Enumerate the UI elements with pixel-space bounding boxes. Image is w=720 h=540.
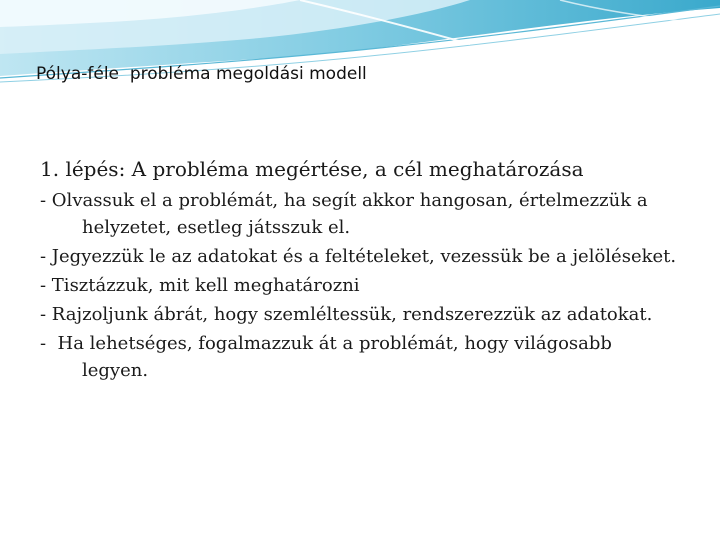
bullet-item: - Rajzoljunk ábrát, hogy szemléltessük, rendszerezzük az adatokat. xyxy=(40,304,653,325)
bullet-item: - Ha lehetséges, fogalmazzuk át a problémát, hogy világosabb legyen. xyxy=(40,333,618,381)
slide-title: Pólya-féle probléma megoldási modell xyxy=(36,64,367,84)
bullet-list xyxy=(40,187,680,384)
slide-content xyxy=(40,156,680,386)
bullet-item: - Olvassuk el a problémát, ha segít akkor hangosan, értelmezzük a helyzetet, esetleg játsszuk el. xyxy=(40,190,654,238)
step-heading: 1. lépés: A probléma megértése, a cél meghatározása xyxy=(40,157,584,181)
bullet-item: - Jegyezzük le az adatokat és a feltételeket, vezessük be a jelöléseket. xyxy=(40,246,677,267)
bullet-item: - Tisztázzuk, mit kell meghatározni xyxy=(40,275,360,296)
